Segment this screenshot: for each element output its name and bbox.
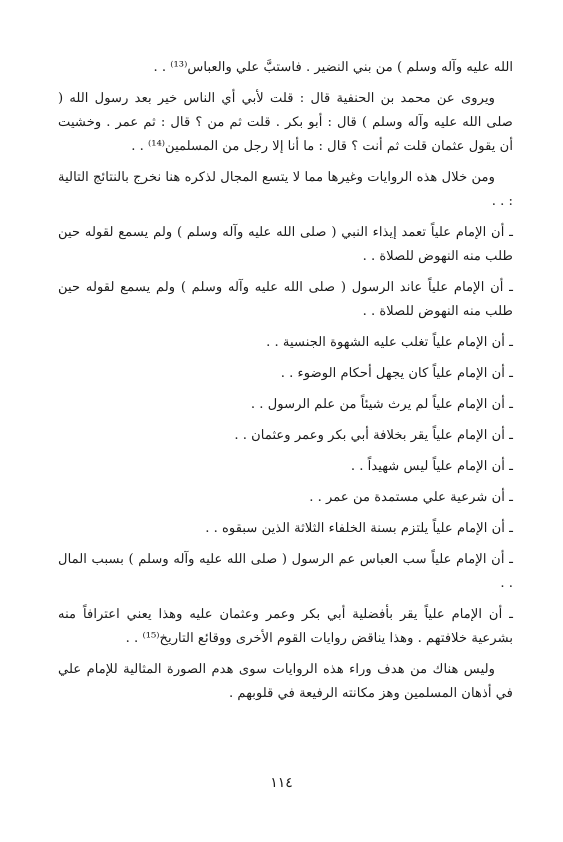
conclusion-item: ـ أن الإمام علياً سب العباس عم الرسول ( صلى الله عليه وآله وسلم ) بسبب المال . . [58,552,513,591]
conclusion-item: ـ أن الإمام علياً كان يجهل أحكام الوضوء . . [280,366,513,381]
page-body [58,56,513,706]
conclusion-item: ـ أن الإمام علياً يلتزم بسنة الخلفاء الثلاثة الذين سبقوه . . [205,521,513,536]
page-number: ١١٤ [270,775,293,791]
paragraph-conclusions-intro: ومن خلال هذه الروايات وغيرها مما لا يتسع المجال لذكره هنا نخرج بالنتائج التالية : . . [58,170,513,209]
conclusion-item: ـ أن الإمام علياً يقر بأفضلية أبي بكر وعمر وعثمان عليه وهذا يعني اعترافاً منه بشرعية خلافتهم . وهذا يناقض روايات القوم الأخرى ووقائع التاريخ⁽¹⁵⁾ . . [58,607,513,646]
paragraph-continuation: الله عليه وآله وسلم ) من بني النضير . فاستبَّ علي والعباس⁽¹³⁾ . . [153,60,513,75]
paragraph-final-remark: وليس هناك من هدف وراء هذه الروايات سوى هدم الصورة المثالية للإمام علي في أذهان المسلمين وهز مكانته الرفيعة في قلوبهم . [58,662,513,701]
conclusion-item: ـ أن الإمام علياً عاند الرسول ( صلى الله عليه وآله وسلم ) ولم يسمع لقوله حين طلب منه النهوض للصلاة . . [58,280,513,319]
conclusion-item: ـ أن الإمام علياً تعمد إيذاء النبي ( صلى الله عليه وآله وسلم ) ولم يسمع لقوله حين طلب منه النهوض للصلاة . . [58,225,513,264]
conclusion-item: ـ أن الإمام علياً تغلب عليه الشهوة الجنسية . . [266,335,513,350]
conclusion-item: ـ أن شرعية علي مستمدة من عمر . . [309,490,513,505]
conclusion-item: ـ أن الإمام علياً يقر بخلافة أبي بكر وعمر وعثمان . . [234,428,513,443]
conclusion-item: ـ أن الإمام علياً لم يرث شيئاً من علم الرسول . . [250,397,513,412]
conclusion-item: ـ أن الإمام علياً ليس شهيداً . . [350,459,513,474]
paragraph-hanafiyya-narration: ويروى عن محمد بن الحنفية قال : قلت لأبي أي الناس خير بعد رسول الله ( صلى الله عليه وآله وسلم ) قال : أبو بكر . قلت ثم من ؟ قال : ثم عمر . وخشيت أن يقول عثمان قلت ثم أنت ؟ قال : ما أنا إلا رجل من المسلمين⁽¹⁴⁾ . . [58,91,513,154]
